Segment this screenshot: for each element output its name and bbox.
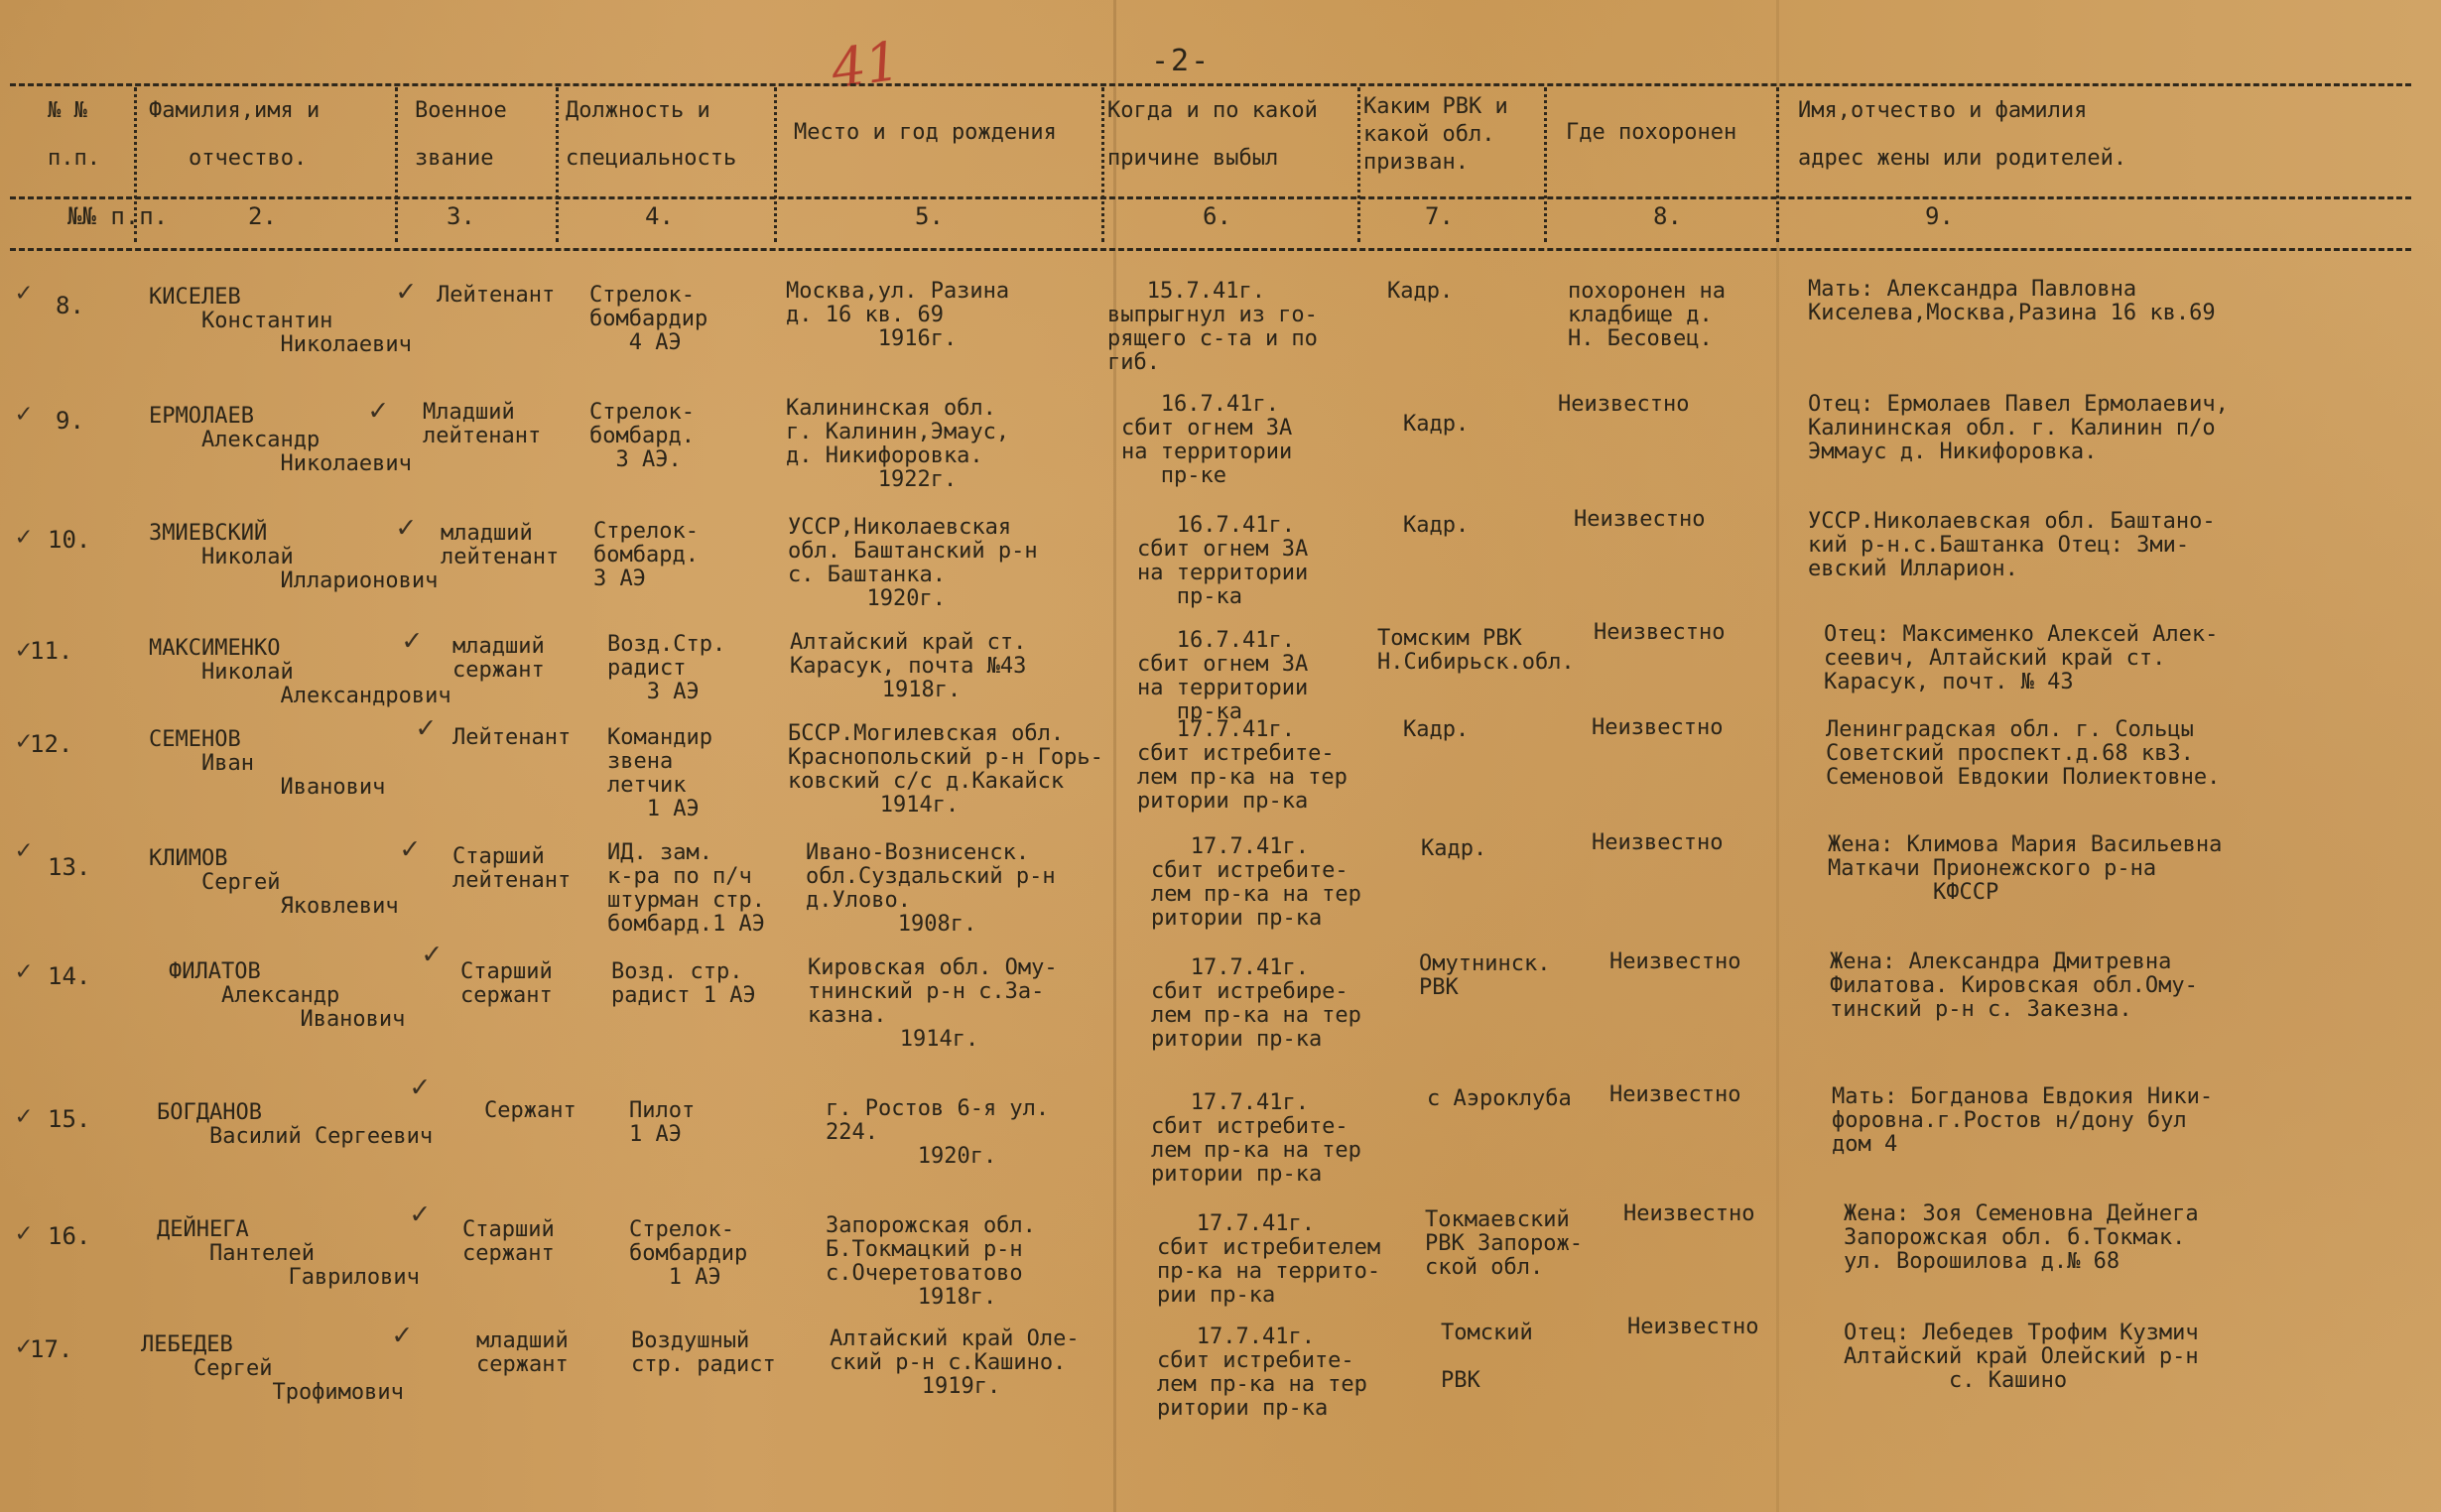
- header-mid-rule: [10, 196, 2411, 199]
- when-reason: 17.7.41г. сбит истребире- лем пр-ка на тер ритории пр-ка: [1151, 955, 1361, 1052]
- draft-office: Токмаевский РВК Запорож- ской обл.: [1425, 1207, 1583, 1280]
- draft-office: Томский РВК: [1441, 1321, 1533, 1393]
- birth-place-year: Москва,ул. Разина д. 16 кв. 69 1916г.: [786, 279, 1010, 351]
- birth-place-year: г. Ростов 6-я ул. 224. 1920г.: [826, 1096, 1050, 1169]
- margin-check-mark: ✓: [16, 956, 32, 986]
- header-col-8: Где похоронен: [1566, 120, 1737, 145]
- margin-check-mark: ✓: [16, 635, 32, 665]
- draft-office: Омутнинск. РВК: [1419, 951, 1551, 1000]
- margin-check-mark: ✓: [16, 278, 32, 308]
- military-rank: Старший лейтенант: [452, 844, 572, 893]
- draft-office: Кадр.: [1403, 717, 1470, 742]
- relatives-address: Жена: Александра Дмитревна Филатова. Кировская обл.Ому- тинский р-н с. Закезна.: [1830, 949, 2198, 1022]
- header-col-5: Место и год рождения: [794, 120, 1057, 145]
- burial-place: Неизвестно: [1623, 1201, 1755, 1226]
- margin-check-mark: ✓: [16, 835, 32, 865]
- position: Воздушный стр. радист: [631, 1328, 776, 1377]
- column-number: 3.: [447, 202, 475, 230]
- relatives-address: Мать: Александра Павловна Киселева,Москва,Разина 16 кв.69: [1808, 277, 2216, 325]
- header-col-3: Военное звание: [415, 98, 507, 171]
- check-mark: ✓: [393, 1318, 412, 1352]
- military-rank: Сержант: [484, 1098, 577, 1123]
- full-name: СЕМЕНОВ Иван Иванович: [149, 727, 386, 800]
- table-row: [0, 274, 2441, 393]
- row-number: 16.: [48, 1222, 91, 1250]
- burial-place: Неизвестно: [1558, 392, 1690, 417]
- burial-place: Неизвестно: [1627, 1315, 1759, 1339]
- check-mark: ✓: [397, 274, 416, 309]
- when-reason: 16.7.41г. сбит огнем ЗА на территории пр-ке: [1121, 392, 1293, 488]
- header-col-9: Имя,отчество и фамилия адрес жены или родителей.: [1798, 98, 2127, 171]
- birth-place-year: БССР.Могилевская обл. Краснопольский р-н Горь- ковский с/с д.Какайск 1914г.: [788, 721, 1103, 818]
- draft-office: Томским РВК Н.Сибирьск.обл.: [1377, 626, 1575, 675]
- header-col-4: Должность и специальность: [566, 98, 737, 171]
- full-name: ЕРМОЛАЕВ Александр Николаевич: [149, 404, 412, 476]
- margin-check-mark: ✓: [16, 1101, 32, 1131]
- position: Стрелок- бомбард. 3 АЭ: [593, 519, 699, 591]
- row-number: 17.: [30, 1335, 73, 1363]
- row-number: 9.: [56, 407, 84, 435]
- table-row: [0, 507, 2441, 633]
- when-reason: 17.7.41г. сбит истребителем пр-ка на террито- рии пр-ка: [1157, 1211, 1381, 1308]
- check-mark: ✓: [369, 393, 388, 428]
- row-number: 14.: [48, 962, 91, 990]
- header-top-rule: [10, 83, 2411, 86]
- when-reason: 17.7.41г. сбит истребите- лем пр-ка на тер ритории пр-ка: [1157, 1324, 1367, 1421]
- birth-place-year: Калининская обл. г. Калинин,Эмаус, д. Никифоровка. 1922г.: [786, 396, 1010, 492]
- burial-place: Неизвестно: [1592, 830, 1724, 855]
- margin-check-mark: ✓: [16, 1331, 32, 1361]
- birth-place-year: Алтайский край ст. Карасук, почта №43 1918г.: [790, 630, 1027, 702]
- relatives-address: Ленинградская обл. г. Сольцы Советский проспект.д.68 кв3. Семеновой Евдокии Полиектовне.: [1826, 717, 2221, 790]
- column-separator: [1776, 87, 1779, 242]
- table-row: [0, 393, 2441, 512]
- check-mark: ✓: [401, 831, 420, 866]
- full-name: МАКСИМЕНКО Николай Александрович: [149, 636, 451, 708]
- position: Стрелок- бомбард. 3 АЭ.: [589, 400, 695, 472]
- position: Возд. стр. радист 1 АЭ: [611, 959, 756, 1008]
- header-col-7: Каким РВК и какой обл. призван.: [1363, 94, 1508, 175]
- birth-place-year: Запорожская обл. Б.Токмацкий р-н с.Очеретоватово 1918г.: [826, 1213, 1036, 1310]
- table-row: [0, 710, 2441, 835]
- row-number: 8.: [56, 292, 84, 319]
- draft-office: Кадр.: [1421, 836, 1487, 861]
- column-separator: [1357, 87, 1360, 242]
- when-reason: 15.7.41г. выпрыгнул из го- рящего с-та и по гиб.: [1107, 279, 1318, 375]
- header-col-6: Когда и по какой причине выбыл: [1107, 98, 1318, 171]
- position: Командир звена летчик 1 АЭ: [607, 725, 712, 821]
- margin-check-mark: ✓: [16, 399, 32, 429]
- column-number: 4.: [645, 202, 674, 230]
- row-number: 10.: [48, 526, 91, 554]
- military-rank: Младший лейтенант: [423, 400, 542, 448]
- table-row: [0, 830, 2441, 954]
- column-number: 2.: [248, 202, 277, 230]
- full-name: ДЕЙНЕГА Пантелей Гаврилович: [157, 1217, 420, 1290]
- burial-place: Неизвестно: [1609, 949, 1741, 974]
- military-rank: Лейтенант: [437, 283, 556, 308]
- header-bottom-rule: [10, 248, 2411, 251]
- relatives-address: Мать: Богданова Евдокия Ники- форовна.г.Ростов н/дону бул дом 4: [1832, 1084, 2214, 1157]
- birth-place-year: УССР,Николаевская обл. Баштанский р-н с. Баштанка. 1920г.: [788, 515, 1038, 611]
- military-rank: младший сержант: [452, 634, 545, 683]
- draft-office: Кадр.: [1387, 279, 1454, 304]
- row-number: 15.: [48, 1105, 91, 1133]
- header-col-2: Фамилия,имя и отчество.: [149, 98, 321, 171]
- position: Возд.Стр. радист 3 АЭ: [607, 632, 726, 704]
- table-row: [0, 1315, 2441, 1441]
- burial-place: Неизвестно: [1609, 1082, 1741, 1107]
- military-rank: младший сержант: [476, 1328, 569, 1377]
- when-reason: 16.7.41г. сбит огнем ЗА на территории пр-ка: [1137, 628, 1309, 724]
- page-number: -2-: [1151, 44, 1212, 78]
- column-separator: [1544, 87, 1547, 242]
- when-reason: 17.7.41г. сбит истребите- лем пр-ка на тер ритории пр-ка: [1137, 717, 1348, 814]
- birth-place-year: Ивано-Вознисенск. обл.Суздальский р-н д.Улово. 1908г.: [806, 840, 1056, 937]
- military-rank: Старший сержант: [460, 959, 553, 1008]
- table-row: [0, 937, 2441, 1070]
- full-name: ЛЕБЕДЕВ Сергей Трофимович: [141, 1332, 404, 1405]
- position: ИД. зам. к-ра по п/ч штурман стр. бомбард.1 АЭ: [607, 840, 765, 937]
- row-number: 13.: [48, 853, 91, 881]
- burial-place: похоронен на кладбище д. Н. Бесовец.: [1568, 279, 1726, 351]
- margin-check-mark: ✓: [16, 726, 32, 756]
- table-row: [0, 1070, 2441, 1206]
- column-separator: [556, 87, 559, 242]
- relatives-address: Жена: Зоя Семеновна Дейнега Запорожская обл. б.Токмак. ул. Ворошилова д.№ 68: [1844, 1201, 2199, 1274]
- relatives-address: Отец: Ермолаев Павел Ермолаевич, Калининская обл. г. Калинин п/о Эммаус д. Никифоровка.: [1808, 392, 2229, 464]
- table-row: [0, 1197, 2441, 1327]
- when-reason: 16.7.41г. сбит огнем ЗА на территории пр-ка: [1137, 513, 1309, 609]
- when-reason: 17.7.41г. сбит истребите- лем пр-ка на тер ритории пр-ка: [1151, 834, 1361, 931]
- row-number: 11.: [30, 637, 73, 665]
- margin-check-mark: ✓: [16, 1218, 32, 1248]
- column-number: 5.: [915, 202, 944, 230]
- column-separator: [774, 87, 777, 242]
- full-name: ФИЛАТОВ Александр Иванович: [169, 959, 406, 1032]
- check-mark: ✓: [403, 623, 422, 658]
- header-col-1: № № п.п.: [48, 98, 100, 171]
- column-separator: [395, 87, 398, 242]
- full-name: БОГДАНОВ Василий Сергеевич: [157, 1100, 434, 1149]
- position: Стрелок- бомбардир 1 АЭ: [629, 1217, 748, 1290]
- column-number: 8.: [1653, 202, 1682, 230]
- military-rank: младший лейтенант: [441, 521, 560, 569]
- check-mark: ✓: [397, 510, 416, 545]
- check-mark: ✓: [423, 937, 442, 971]
- birth-place-year: Кировская обл. Ому- тнинский р-н с.За- казна. 1914г.: [808, 955, 1058, 1052]
- position: Стрелок- бомбардир 4 АЭ: [589, 283, 708, 355]
- burial-place: Неизвестно: [1594, 620, 1726, 645]
- column-number: 6.: [1203, 202, 1231, 230]
- birth-place-year: Алтайский край Оле- ский р-н с.Кашино. 1919г.: [830, 1326, 1080, 1399]
- check-mark: ✓: [411, 1070, 430, 1104]
- column-number: 7.: [1425, 202, 1454, 230]
- row-number: 12.: [30, 730, 73, 758]
- relatives-address: Отец: Лебедев Трофим Кузмич Алтайский край Олейский р-н с. Кашино: [1844, 1321, 2199, 1393]
- full-name: КИСЕЛЕВ Константин Николаевич: [149, 285, 412, 357]
- relatives-address: УССР.Николаевская обл. Баштано- кий р-н.с.Баштанка Отец: Зми- евский Илларион.: [1808, 509, 2216, 581]
- draft-office: с Аэроклуба: [1427, 1086, 1572, 1111]
- draft-office: Кадр.: [1403, 412, 1470, 437]
- military-rank: Лейтенант: [452, 725, 572, 750]
- column-number: №№ п.п.: [67, 202, 169, 230]
- burial-place: Неизвестно: [1592, 715, 1724, 740]
- full-name: ЗМИЕВСКИЙ Николай Илларионович: [149, 521, 439, 593]
- relatives-address: Отец: Максименко Алексей Алек- сеевич, Алтайский край ст. Карасук, почт. № 43: [1824, 622, 2219, 694]
- draft-office: Кадр.: [1403, 513, 1470, 538]
- margin-check-mark: ✓: [16, 522, 32, 552]
- relatives-address: Жена: Климова Мария Васильевна Маткачи Прионежского р-на КФССР: [1828, 832, 2223, 905]
- position: Пилот 1 АЭ: [629, 1098, 696, 1147]
- check-mark: ✓: [417, 710, 436, 745]
- column-number: 9.: [1925, 202, 1954, 230]
- military-rank: Старший сержант: [462, 1217, 555, 1266]
- check-mark: ✓: [411, 1197, 430, 1231]
- burial-place: Неизвестно: [1574, 507, 1706, 532]
- handwritten-red-mark: 41: [827, 29, 904, 101]
- when-reason: 17.7.41г. сбит истребите- лем пр-ка на тер ритории пр-ка: [1151, 1090, 1361, 1187]
- column-separator: [1101, 87, 1104, 242]
- full-name: КЛИМОВ Сергей Яковлевич: [149, 846, 399, 919]
